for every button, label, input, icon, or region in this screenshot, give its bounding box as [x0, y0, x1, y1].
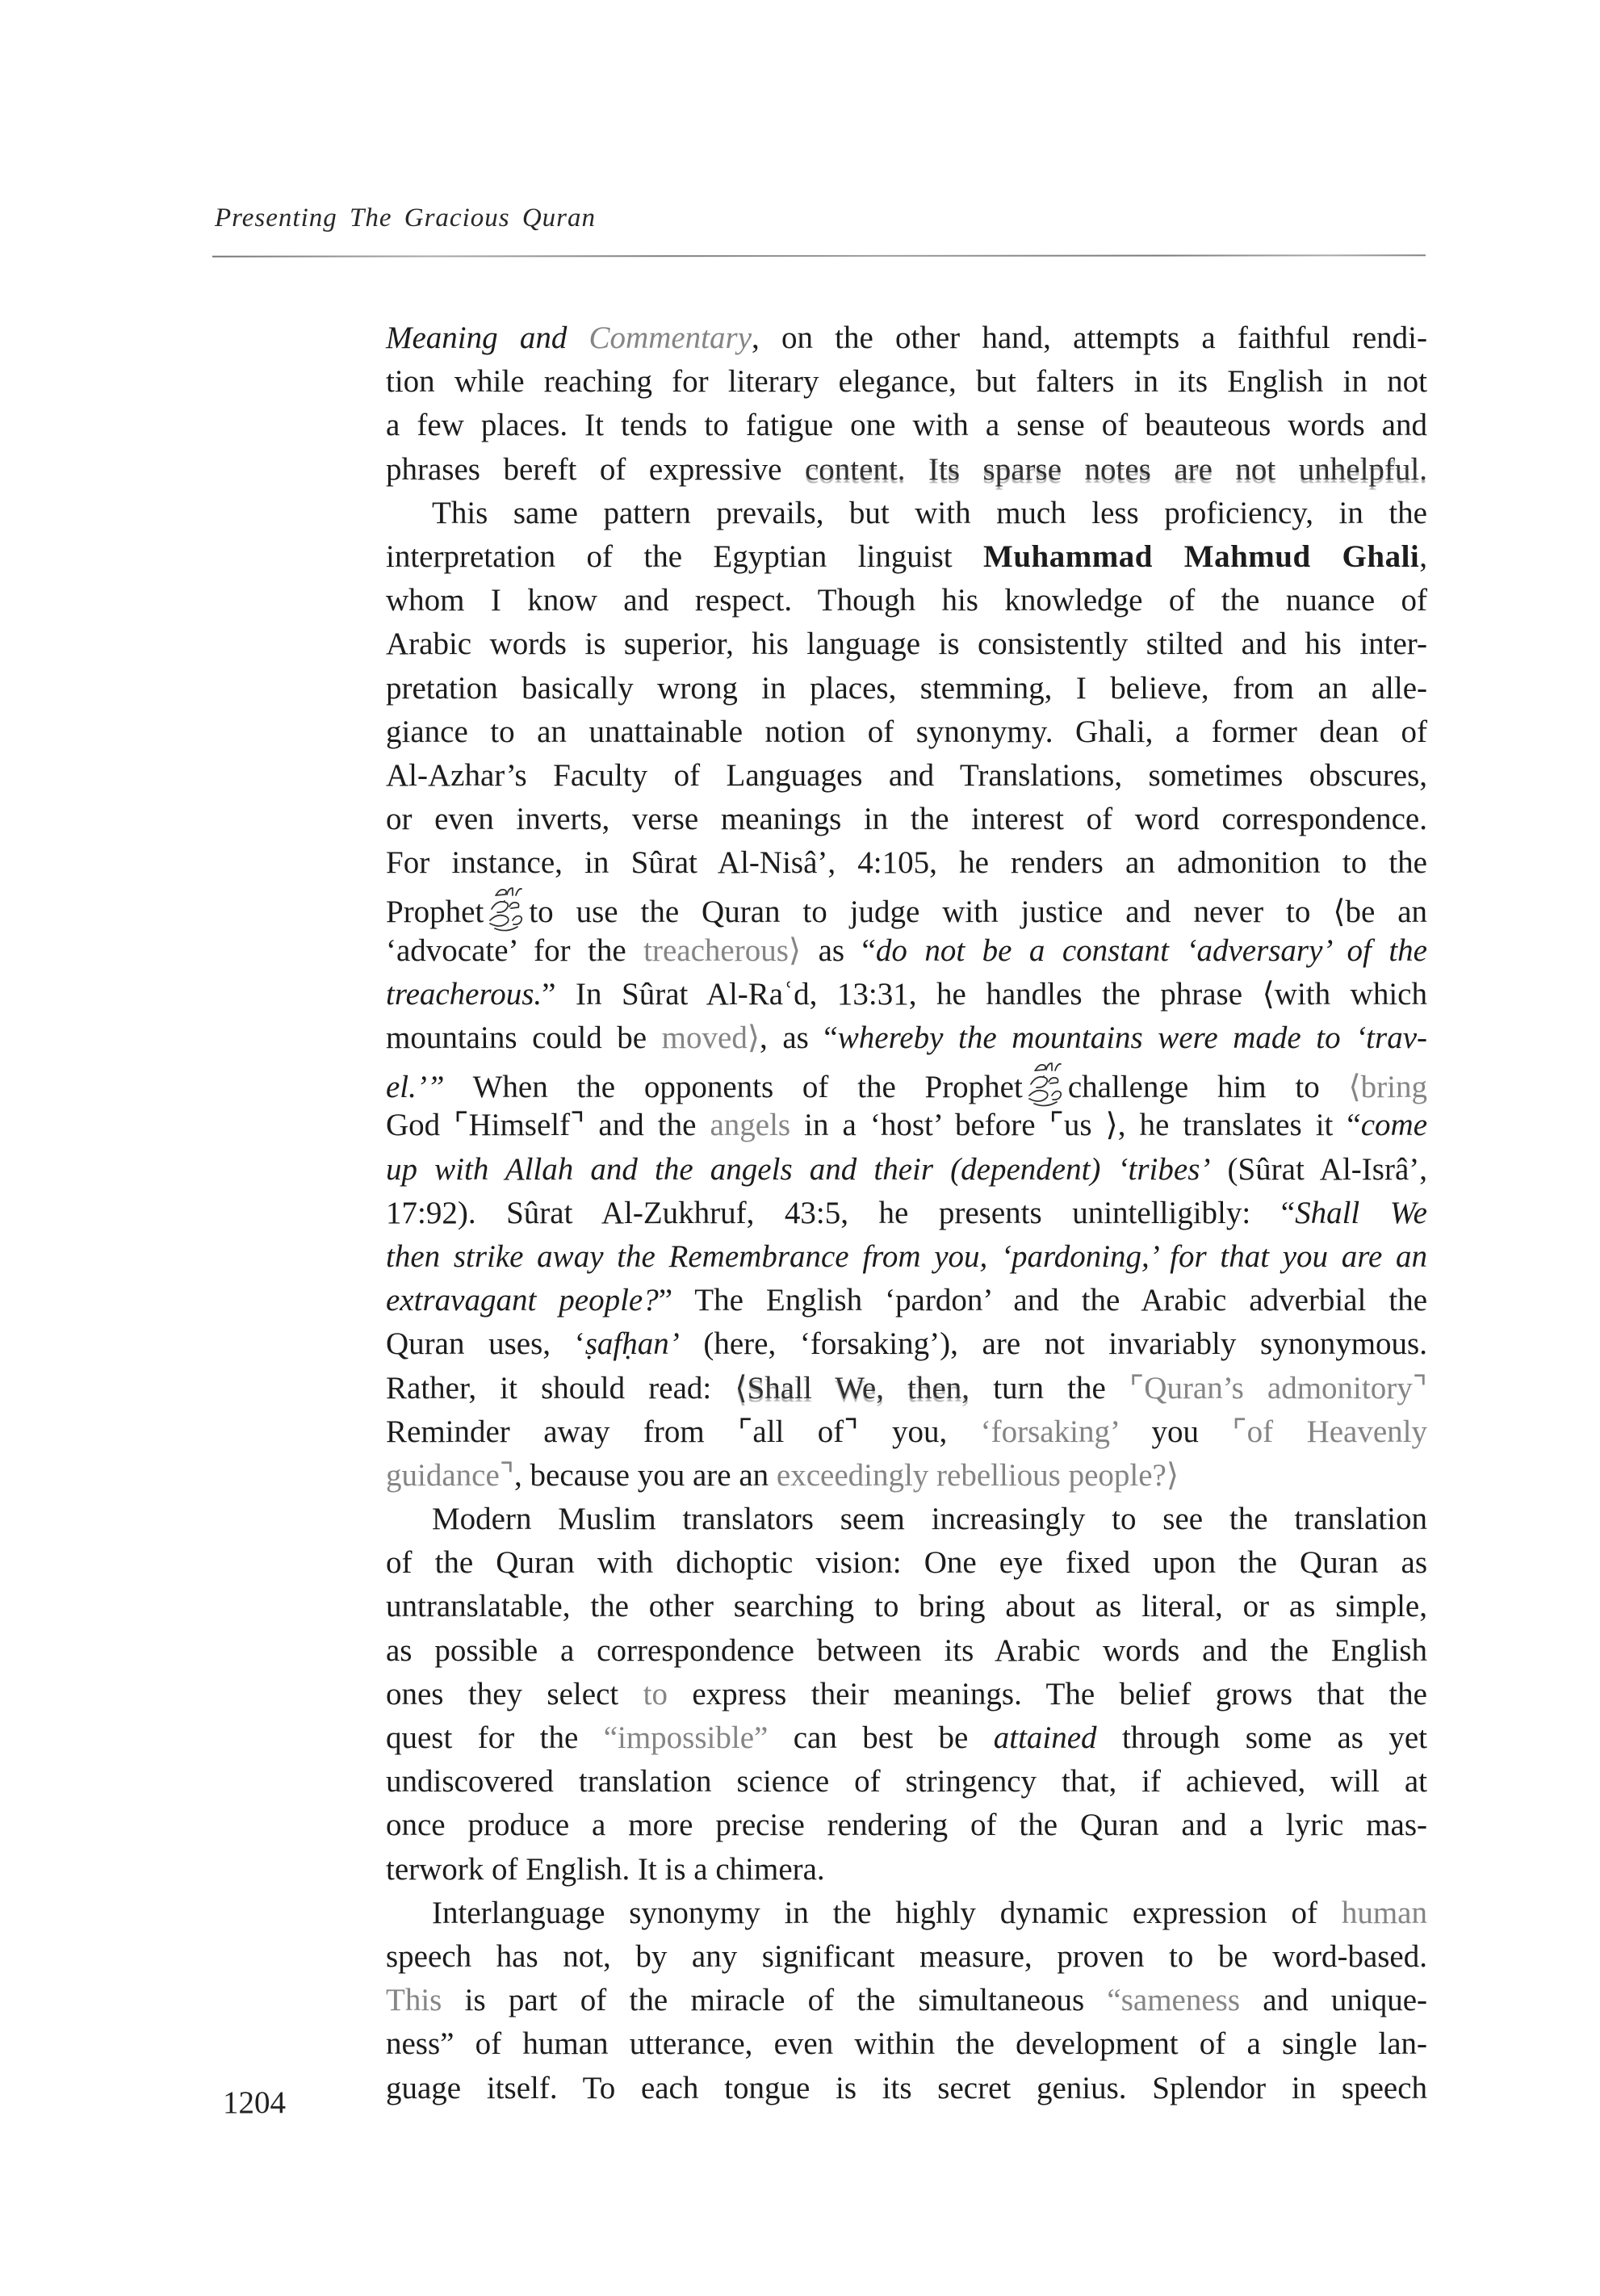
text-segment: Arabic words is superior, his language is consistently stilted and his inter-	[386, 626, 1427, 662]
body-line	[386, 1498, 1427, 1541]
text-segment: do not be a constant ‘adversary’ of the	[875, 932, 1427, 968]
text-segment: human	[1341, 1895, 1427, 1930]
text-segment: to use the Quran to judge with justice and never to ⟨be an	[529, 895, 1427, 930]
body-line	[386, 1322, 1427, 1366]
body-line	[386, 885, 1427, 928]
text-segment: ,	[1419, 538, 1427, 574]
body-line	[386, 1410, 1427, 1454]
text-segment: through some as yet	[1096, 1720, 1427, 1755]
text-segment: interpretation of the Egyptian linguist	[386, 538, 984, 574]
text-segment: can best be	[768, 1720, 994, 1755]
body-line	[386, 579, 1427, 622]
text-segment: in a ‘host’ before ⌜us ⟩, he translates it “	[790, 1108, 1361, 1143]
text-segment: tion while reaching for literary elegance, but falters in its English in not	[386, 364, 1427, 400]
text-segment: ‘advocate’ for the	[386, 932, 644, 968]
text-segment: For instance, in Sûrat Al-Nisâ’, 4:105, he renders an admonition to the	[386, 845, 1427, 881]
text-segment: angels	[710, 1108, 791, 1143]
body-line	[386, 1454, 1427, 1498]
text-segment: come	[1360, 1108, 1428, 1143]
text-segment: you	[1118, 1414, 1233, 1449]
text-segment: ones they select	[386, 1676, 643, 1712]
body-line	[386, 710, 1427, 754]
text-segment: untranslatable, the other searching to bring about as literal, or as simple,	[386, 1589, 1427, 1624]
body-line	[386, 798, 1427, 841]
text-segment: whom I know and respect. Though his knowledge of the nuance of	[386, 583, 1427, 618]
body-line	[386, 1629, 1427, 1673]
body-line	[386, 404, 1427, 447]
body-line	[386, 1804, 1427, 1847]
text-segment: (here, ‘forsaking’), are not invariably synonymous.	[679, 1326, 1427, 1362]
text-segment: exceedingly rebellious people?⟩	[776, 1457, 1179, 1493]
text-segment: is part of the miracle of the simultaneous	[442, 1983, 1108, 2018]
body-line	[386, 1541, 1427, 1585]
text-segment: speech has not, by any significant measure, proven to be word-based.	[386, 1938, 1427, 1974]
text-segment: el.’”	[386, 1070, 445, 1105]
header-rule	[212, 254, 1426, 258]
text-segment: Shall We	[1295, 1195, 1427, 1230]
body-line	[386, 1892, 1427, 1935]
body-line	[386, 1104, 1427, 1147]
body-line	[386, 535, 1427, 579]
text-segment: mountains could be	[386, 1020, 662, 1055]
body-line	[386, 754, 1427, 798]
body-line	[386, 2067, 1427, 2110]
text-segment: or even inverts, verse meanings in the interest of word correspondence.	[386, 802, 1427, 837]
text-segment: phrases bereft of expressive	[386, 451, 805, 487]
text-segment: “impossible”	[603, 1720, 769, 1755]
body-line	[386, 841, 1427, 885]
body-line	[386, 1716, 1427, 1760]
text-segment: Rather, it should read:	[386, 1370, 735, 1406]
body-line	[386, 667, 1427, 710]
text-segment: guage itself. To each tongue is its secret genius. Splendor in speech	[386, 2070, 1427, 2105]
prophet-honorific-icon	[485, 885, 527, 932]
body-line	[386, 973, 1427, 1016]
body-line	[386, 1016, 1427, 1060]
body-line	[386, 492, 1427, 535]
body-line	[386, 1979, 1427, 2022]
body-line	[386, 1673, 1427, 1716]
text-segment: giance to an unattainable notion of synonymy. Ghali, a former dean of	[386, 714, 1427, 749]
body-line	[386, 1148, 1427, 1192]
body-line	[386, 316, 1427, 360]
text-segment: This same pattern prevails, but with much less proficiency, in the	[432, 495, 1427, 530]
text-segment: (Sûrat Al-Isrâ’,	[1210, 1151, 1427, 1187]
prophet-honorific-icon	[1024, 1060, 1066, 1107]
text-segment: undiscovered translation science of stringency that, if achieved, will at	[386, 1764, 1427, 1800]
page-number: 1204	[223, 2085, 286, 2120]
text-segment: Prophet	[386, 895, 484, 930]
text-segment: treacherous⟩	[643, 932, 802, 968]
body-line	[386, 1935, 1427, 1979]
body-line	[386, 1848, 1427, 1892]
body-line	[386, 1060, 1427, 1104]
text-segment: , as “	[760, 1020, 838, 1055]
text-segment: whereby the mountains were made to ‘trav-	[837, 1020, 1427, 1055]
text-segment: ⌜of Heavenly	[1232, 1414, 1428, 1449]
body-text	[386, 316, 1427, 2110]
body-line	[386, 1760, 1427, 1804]
text-segment: , because you are an	[514, 1457, 777, 1493]
text-segment: Modern Muslim translators seem increasingly to see the translation	[432, 1502, 1427, 1537]
text-segment: ⟨Shall We, then,	[735, 1370, 970, 1406]
text-segment: to	[643, 1676, 668, 1712]
body-line	[386, 1192, 1427, 1235]
text-segment: extravagant people?	[386, 1283, 659, 1318]
text-segment: pretation basically wrong in places, stemming, I believe, from an alle-	[386, 670, 1427, 706]
text-segment: ⟨bring	[1348, 1070, 1427, 1105]
text-segment: ṣafḥan’	[584, 1326, 680, 1362]
text-segment: Meaning and	[386, 321, 589, 355]
text-segment: as possible a correspondence between its Arabic words and the English	[386, 1632, 1427, 1668]
text-segment: Reminder away from ⌜all of⌝ you,	[386, 1414, 981, 1449]
body-line	[386, 1585, 1427, 1628]
text-segment: This	[386, 1983, 442, 2018]
text-segment: ‘forsaking’	[980, 1414, 1119, 1449]
text-segment: “sameness	[1107, 1983, 1241, 2018]
text-segment: ness” of human utterance, even within the development of a single lan-	[386, 2026, 1427, 2062]
text-segment: ” The English ‘pardon’ and the Arabic adverbial the	[658, 1283, 1427, 1318]
text-segment: Quran uses, ‘	[386, 1326, 585, 1362]
body-line	[386, 448, 1427, 492]
text-segment: express their meanings. The belief grows that the	[667, 1676, 1427, 1712]
text-segment: up with Allah and the angels and their (dependent) ‘tribes’	[386, 1151, 1211, 1187]
text-segment: attained	[993, 1720, 1097, 1755]
body-line	[386, 1279, 1427, 1322]
body-line	[386, 1367, 1427, 1410]
running-head-title: Presenting The Gracious Quran	[215, 203, 597, 233]
body-line	[386, 1235, 1427, 1279]
text-segment: , on the other hand, attempts a faithful rendi-	[752, 321, 1428, 355]
text-segment: Interlanguage synonymy in the highly dynamic expression of	[432, 1895, 1342, 1930]
body-line	[386, 2022, 1427, 2066]
text-segment: God ⌜Himself⌝ and the	[386, 1108, 710, 1143]
text-segment: Muhammad Mahmud Ghali	[983, 538, 1420, 574]
text-segment: guidance⌝	[386, 1457, 515, 1493]
text-segment: Commentary	[588, 321, 752, 355]
text-segment: once produce a more precise rendering of the Quran and a lyric mas-	[386, 1808, 1427, 1843]
body-line	[386, 622, 1427, 666]
text-segment: ” In Sûrat Al-Raʿd, 13:31, he handles the phrase ⟨with which	[542, 976, 1427, 1012]
text-segment: 17:92). Sûrat Al-Zukhruf, 43:5, he presents unintelligibly: “	[386, 1195, 1296, 1230]
text-segment: When the opponents of the Prophet	[444, 1070, 1023, 1105]
body-line	[386, 360, 1427, 404]
text-segment: challenge him to	[1067, 1070, 1349, 1105]
text-segment: quest for the	[386, 1720, 604, 1755]
text-segment: content. Its sparse notes are not unhelpful.	[805, 451, 1427, 487]
text-segment: as “	[801, 932, 876, 968]
text-segment: turn the	[970, 1370, 1129, 1406]
text-segment: Al-Azhar’s Faculty of Languages and Translations, sometimes obscures,	[386, 757, 1427, 793]
text-segment: then strike away the Remembrance from you, ‘pardoning,’ for that you are an	[386, 1238, 1427, 1274]
text-segment: a few places. It tends to fatigue one with a sense of beauteous words and	[386, 408, 1427, 443]
text-segment: and unique-	[1240, 1983, 1427, 2018]
text-segment: treacherous.	[386, 976, 542, 1012]
body-line	[386, 929, 1427, 973]
text-segment: terwork of English. It is a chimera.	[386, 1851, 825, 1887]
text-segment: of the Quran with dichoptic vision: One eye fixed upon the Quran as	[386, 1545, 1427, 1581]
text-segment: ⌜Quran’s admonitory⌝	[1129, 1370, 1427, 1406]
text-segment: moved⟩	[661, 1020, 760, 1055]
